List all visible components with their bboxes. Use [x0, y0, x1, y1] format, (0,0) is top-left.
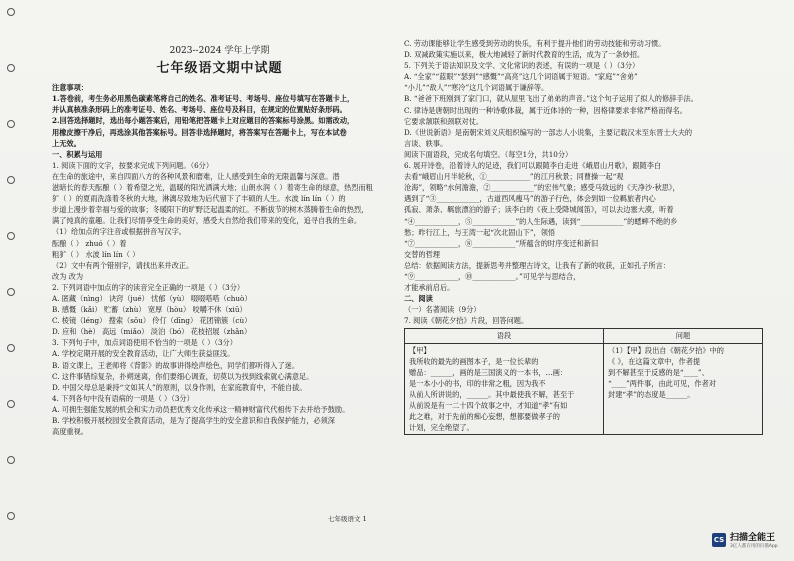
text-line: “____”两件事，由此可见，作者对: [608, 378, 716, 388]
reading-table: [404, 328, 763, 435]
text-line: B. 学校积极开展校园安全教育活动，是为了提高学生的安全意识和自我保护能力，必须深: [52, 416, 335, 425]
text-line: 《 》，在这篇文章中，作者提: [608, 356, 701, 366]
text-line: D. 应和（hè） 高远（miǎo） 淡泊（bó） 花枝招展（zhǎn）: [52, 327, 252, 337]
text-line: 它要求颔联和颈联对仗。: [404, 116, 484, 126]
text-line: B. 语文课上，王老师将《背影》的故事讲得绘声绘色，同学们都听得入了迷。: [52, 360, 300, 370]
text-line: “⑦____________，⑧____________”所蕴含的时序变迁和新旧: [404, 238, 599, 248]
text-line: A. 可拥生强能发展的机会和实力动员把优秀文化传承这一精神财富代代相传下去并给予鼓励。: [52, 404, 350, 414]
text-line: “⑨____________，⑩____________。”可见学与思结合，: [404, 271, 581, 281]
exam-title: 七年级语文期中试题: [156, 61, 283, 77]
table-question-cell: [604, 343, 763, 435]
right-text-block: [404, 38, 774, 326]
text-line: （1）给加点的字注音或根据拼音写汉字。: [52, 227, 186, 237]
text-line: 高度重视。: [52, 427, 88, 437]
text-line: 赠品：______，画的是三国演义的一本书，…画：: [409, 367, 568, 377]
text-line: （2）文中有两个错别字，请找出来并改正。: [52, 260, 194, 270]
text-line: 阅读下面语段，完成名句填空。（每空1分，共10分）: [404, 149, 573, 159]
text-line: B. 感慨（kǎi） 贮蓄（zhù） 宽厚（hòu） 咬嚼不休（xiū）: [52, 305, 247, 315]
text-line: 我所收的最先的画图本子，是一位长辈的: [409, 356, 539, 366]
text-line: C. 律诗是唐朝时出现的一种诗歌体裁，属于近体诗的一种，因格律要求非常严格而得名。: [404, 105, 687, 115]
left-column: [52, 38, 387, 437]
text-line: 封建“孝”的态度是______。: [608, 389, 695, 399]
text-line: D. 双减政策实施以来，极大地减轻了新时代教育的生活，成为了一条妙招。: [404, 50, 645, 60]
text-line: 孤寂、萧条、羁旅漂泊的游子；读李白的《夜上受降城闻笛》，可以去边塞大漠，听着: [404, 205, 674, 215]
text-line: 一、积累与运用: [52, 149, 103, 159]
text-line: 1. 阅读下面的文字，按要求完成下列问题。（6分）: [52, 160, 214, 170]
text-line: A. 匿藏（nìng） 诀窍（jué） 忧郁（yù） 啜啜嗒嗒（chuò）: [52, 293, 252, 303]
text-line: D.《世说新语》是南朝宋刘义庆组织编写的一部志人小说集，主要记载汉末至东晋士大夫的: [404, 127, 693, 137]
text-line: 并认真核准条形码上的准考证号、姓名、考场号、座位号及科目，在规定的位置贴好条形码。: [52, 105, 347, 115]
text-line: 2.回答选择题时，选出每小题答案后，用铅笔把答题卡上对应题目的答案标号涂黑。如需改动，: [52, 116, 355, 126]
table-passage-cell: [405, 343, 604, 435]
text-line: 交替的哲理: [404, 249, 440, 259]
text-line: 7. 阅读《朝花夕拾》片段，回答问题。: [404, 316, 529, 326]
text-line: 滋暗长的春天酝酿（ ）着希望之光，温暖的阳光洒满大地；山朗水润（ ）着寄生命的绿意，热烈而粗: [52, 183, 373, 193]
text-line: 3. 下列句子中，加点词语使用不恰当的一项是（ ）（3分）: [52, 338, 237, 348]
text-line: 愁；昨行江上，与王湾一起“次北固山下”，领悟: [404, 227, 556, 237]
text-line: 注意事项：: [52, 83, 88, 93]
text-line: 遇到了“③____________，古道西风瘦马”的游子行色，体会到如一位羁旅者内心: [404, 194, 656, 204]
text-line: “小儿”“敌人”“寒冷”这几个词语属于谦辞等。: [404, 83, 549, 93]
scanner-tagline: 3亿人都在用的扫描App: [730, 544, 778, 549]
text-line: 去看“峨眉山月半轮秋，①____________”的江月秋景；同曹操一起“观: [404, 172, 624, 182]
text-line: 从前说是有一二十四个故事之中，才知道“孝”有如: [409, 401, 568, 410]
text-line: 言谈、轶事。: [404, 138, 448, 148]
text-line: 6. 展开诗卷，沿着诗人的足迹，我们可以跟随李白走进《峨眉山月歌》，跟随李白: [404, 161, 662, 171]
text-line: 沧海”，领略“水何澹澹，②____________”的宏伟气象；感受马致远的《天净沙·秋思》，: [404, 183, 680, 193]
text-line: 才能承前启后。: [404, 283, 455, 293]
text-line: “④____________，⑤____________”的人生际遇，读到“____________”的蟋蟀不绝的乡: [404, 216, 678, 226]
text-line: 总结：依据阅读方法，提新思考并整理古诗文，让我有了新的收获，正如孔子所言：: [404, 260, 670, 270]
text-line: 是一本小小的书，印的非常之粗，因为我不: [409, 378, 546, 388]
text-line: 计划，完全绝望了。: [409, 423, 474, 433]
right-column: [404, 38, 774, 435]
table-header-question: 问题: [604, 329, 763, 343]
text-line: （一）名著阅读（9分）: [404, 305, 481, 315]
text-line: C. 棱镜（léng） 搜索（sōu） 伶仃（dīng） 花团锦簇（cù）: [52, 316, 252, 326]
scanner-badge: [712, 530, 778, 549]
text-line: C. 劳动课能够让学生感受到劳动的快乐，有利于提升他们的劳动技能和劳动习惯。: [404, 39, 666, 48]
binding-holes: [6, 6, 16, 526]
page-footer: 七年级语文 1: [328, 515, 367, 523]
text-line: 粗犷（ ） 水波 lín lín（ ）: [52, 249, 140, 259]
text-line: 4. 下列各句中没有语病的一项是（ ）（3分）: [52, 393, 194, 403]
text-line: C. 这件事错综复杂，扑朔迷离，你们要细心调查，切莫以为找到线索就心满意足。: [52, 371, 314, 381]
passage-text: [409, 356, 599, 434]
text-line: 从前人所讲说的，______。其中最使我不解，甚至于: [409, 389, 575, 399]
text-line: 酝酿（ ） zhuó（ ）着: [52, 238, 127, 248]
text-line: （1）【甲】段出自《朝花夕拾》中的: [608, 345, 724, 355]
text-line: 二、阅读: [404, 294, 433, 304]
scanner-logo-icon: CS: [712, 533, 726, 547]
text-line: 在生命的旅途中，来自四面八方的各种风景和磨难，让人感受到生命的无限温馨与深意。潜: [52, 171, 340, 181]
text-line: 步道上漫步着幸福与爱的故事；冬暖阳下的旷野泛起温柔的红。不断拔节的树木蒸腾着生命的热烈，: [52, 205, 369, 215]
text-line: 改为 改为: [52, 271, 84, 281]
text-line: A. 学校定期开展的安全教育活动，让广大师生获益匪浅。: [52, 349, 235, 359]
text-line: 1.答卷前，考生务必用黑色碳素笔将自己的姓名、准考证号、考场号、座位号填写在答题卡上，: [52, 94, 355, 104]
text-line: 用橡皮擦干净后，再选涂其他答案标号。回答非选择题时，将答案写在答题卡上，写在本试卷: [52, 127, 347, 137]
text-line: B. “爸爸下班刚到了家门口，就从屋里飞出了弟弟的声音。”这个句子运用了拟人的修辞手法。: [404, 94, 698, 104]
text-line: 到不解甚至于反感的是“____”、: [608, 367, 709, 377]
text-line: D. 中国父母总是秉持“文如其人”的原则，以身作则，在家庭教育中，不能自拔。: [52, 382, 307, 392]
text-line: 2. 下列词语中加点的字的读音完全正确的一项是（ ）（3分）: [52, 282, 245, 292]
text-line: 上无效。: [52, 138, 81, 148]
text-line: 5. 下列关于语法知识及文学、文化常识的表述，有误的一项是（ ）（3分）: [404, 61, 640, 71]
exam-year: 2023--2024 学年上学期: [169, 46, 270, 56]
passage-tag: 【甲】: [409, 345, 431, 355]
text-line: 此之难，对于先前的痴心妄想，想都要做孝子的: [409, 412, 560, 422]
table-header-passage: 语段: [405, 329, 604, 343]
text-line: 满了纯真的童趣。让我们尽情享受生命的美好，感受大自然给我们带来的变化，追寻自我的生命。: [52, 216, 362, 226]
question-text: [608, 345, 758, 400]
scanner-name: 扫描全能王: [730, 533, 776, 543]
left-text-block: [52, 82, 387, 437]
text-line: A. “全家”“蓝眼”“瑟到”“感慨”“高亮”这几个词语属于短语。“家庭”“舍弟”: [404, 72, 638, 82]
text-line: 犷（ ）的夏雨洗涤着冬秋的大地，淋漓尽致地为后代留下了丰硕的人生。水波 lín lín（ ）的: [52, 194, 346, 204]
